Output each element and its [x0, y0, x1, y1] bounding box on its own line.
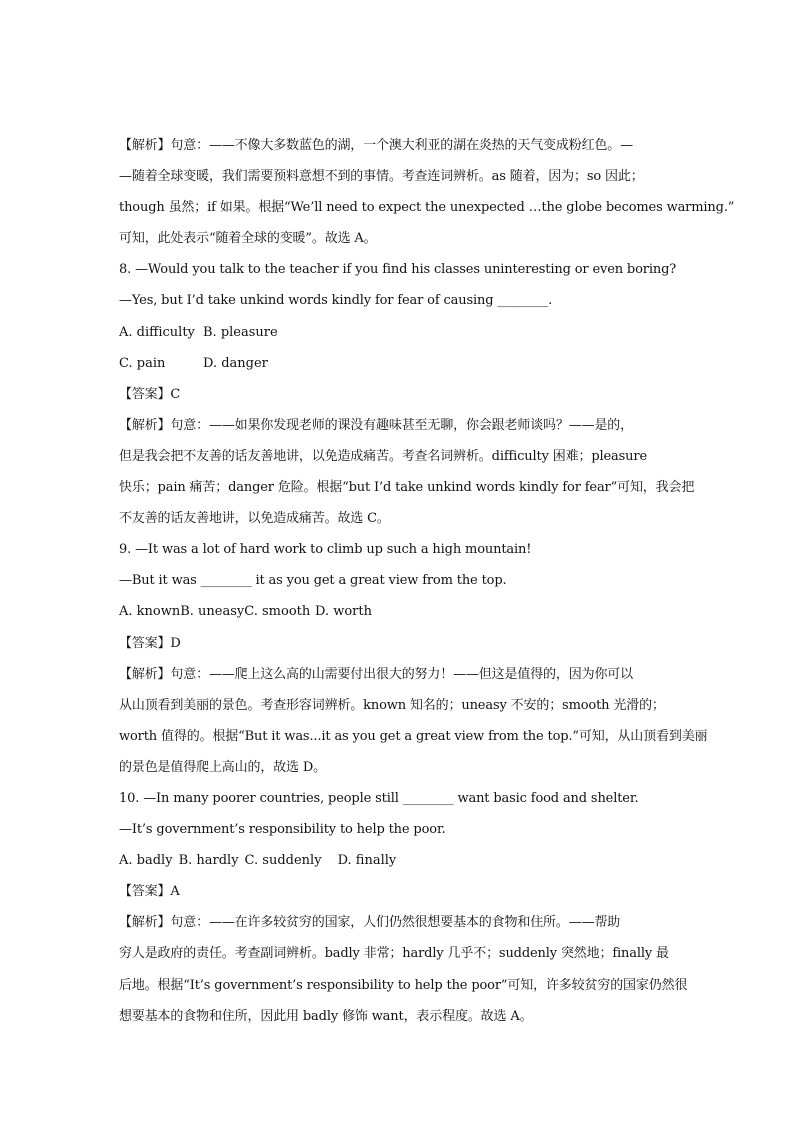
q8-analysis-line-2: 但是我会把不友善的话友善地讲，以免造成痛苦。考查名词辨析。difficulty 困难；pleasure	[119, 448, 647, 464]
q10-option-d: D. finally	[337, 853, 397, 869]
q8-options-row-2	[119, 348, 679, 379]
q8-analysis-line-4: 不友善的话友善地讲，以免造成痛苦。故选 C。	[119, 511, 390, 527]
q9-answer: 【答案】D	[119, 635, 181, 651]
q8-analysis-line-3: 快乐；pain 痛苦；danger 危险。根据“but I’d take unkind words kindly for fear”可知，我会把	[119, 480, 695, 496]
q9-options-abc: A. knownB. uneasyC. smooth	[119, 604, 311, 620]
q9-question: 9. —It was a lot of hard work to climb up such a high mountain!	[119, 542, 532, 558]
q10-question: 10. —In many poorer countries, people still ________ want basic food and shelter.	[119, 790, 639, 806]
q8-option-c: C. pain	[119, 355, 166, 371]
q8-option-d: D. danger	[203, 355, 268, 371]
q8-reply: —Yes, but I’d take unkind words kindly for fear of causing ________.	[119, 293, 553, 309]
q10-analysis-line-4: 想要基本的食物和住所，因此用 badly 修饰 want，表示程度。故选 A。	[119, 1008, 533, 1024]
q9-analysis-line-4: 的景色是值得爬上高山的，故选 D。	[119, 759, 327, 775]
q10-analysis-line-1: 【解析】句意：——在许多较贫穷的国家，人们仍然很想要基本的食物和住所。——帮助	[119, 915, 621, 931]
q8-analysis-line-1: 【解析】句意：——如果你发现老师的课没有趣味甚至无聊，你会跟老师谈吗？——是的，	[119, 417, 634, 433]
q10-analysis-line-2: 穷人是政府的责任。考查副词辨析。badly 非常；hardly 几乎不；suddenly 突然地；finally 最	[119, 946, 669, 962]
q10-reply: —It’s government’s responsibility to help the poor.	[119, 822, 446, 838]
q8-option-b: B. pleasure	[203, 324, 278, 340]
q8-option-a: A. difficulty	[119, 324, 195, 340]
q10-analysis-line-3: 后地。根据“It’s government’s responsibility to help the poor”可知，许多较贫穷的国家仍然很	[119, 977, 688, 993]
q7-analysis-line-2: —随着全球变暖，我们需要预料意想不到的事情。考查连词辨析。as 随着，因为；so 因此；	[119, 169, 644, 185]
q8-answer: 【答案】C	[119, 386, 181, 402]
q9-analysis-line-3: worth 值得的。根据“But it was...it as you get a great view from the top.”可知，从山顶看到美丽	[119, 728, 708, 744]
q10-answer: 【答案】A	[119, 884, 180, 900]
q9-option-d: D. worth	[315, 604, 372, 620]
q7-analysis-line-3: though 虽然；if 如果。根据“We’ll need to expect the unexpected …the globe becomes warming.”	[119, 200, 735, 216]
q10-options	[119, 845, 679, 876]
q8-question: 8. —Would you talk to the teacher if you find his classes uninteresting or even boring?	[119, 262, 677, 278]
q9-analysis-line-1: 【解析】句意：——爬上这么高的山需要付出很大的努力！——但这是值得的，因为你可以	[119, 666, 634, 682]
q10-option-b: B. hardly	[178, 853, 239, 869]
q9-reply: —But it was ________ it as you get a great view from the top.	[119, 573, 507, 589]
q10-option-a: A. badly	[119, 853, 173, 869]
q10-option-c: C. suddenly	[244, 853, 322, 869]
q7-analysis-line-1: 【解析】句意：——不像大多数蓝色的湖，一个澳大利亚的湖在炎热的天气变成粉红色。—	[119, 138, 634, 153]
q9-options	[119, 596, 679, 627]
document-page	[119, 130, 735, 1032]
q7-analysis-line-4: 可知，此处表示“随着全球的变暖”。故选 A。	[119, 231, 377, 247]
q8-options-row-1	[119, 317, 679, 348]
q9-analysis-line-2: 从山顶看到美丽的景色。考查形容词辨析。known 知名的；uneasy 不安的；smooth 光滑的；	[119, 697, 665, 713]
